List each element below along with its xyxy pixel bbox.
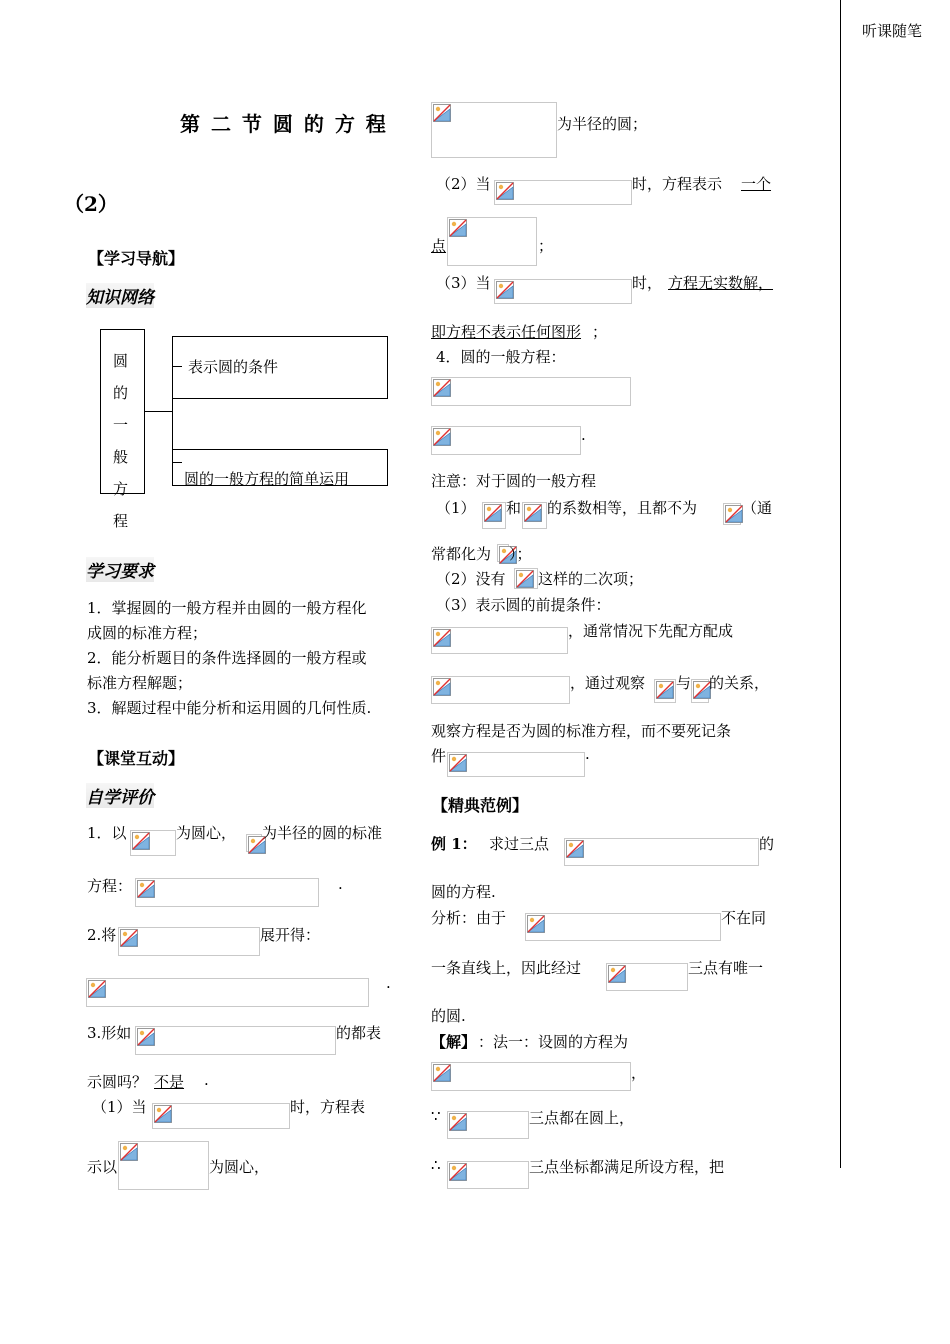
formula-image	[152, 1103, 290, 1129]
text: ；	[592, 323, 608, 341]
broken-image-icon	[132, 832, 150, 850]
answer-text: 方程无实数解，	[668, 274, 774, 292]
diagram-root-char: 圆	[113, 352, 129, 370]
text: 方程：	[87, 877, 133, 895]
text: 时，	[632, 274, 663, 292]
broken-image-icon	[120, 1143, 138, 1161]
text: 件	[431, 747, 447, 765]
formula-image	[246, 834, 262, 852]
req-line: 2．能分析题目的条件选择圆的一般方程或	[87, 649, 367, 667]
text: ；	[538, 237, 554, 255]
formula-image	[130, 830, 176, 856]
answer-text: 一个	[741, 175, 772, 193]
req-line: 3．解题过程中能分析和运用圆的几何性质.	[87, 699, 372, 717]
formula-image	[135, 878, 319, 907]
text: 一条直线上，因此经过	[431, 959, 582, 977]
answer-text: 不是	[154, 1073, 185, 1091]
formula-image	[118, 1141, 209, 1190]
formula-image	[514, 568, 538, 589]
text: 不在同	[721, 909, 767, 927]
solution-label: 【解】	[431, 1033, 477, 1051]
diagram-root-char: 的	[113, 384, 129, 402]
text: 的	[759, 835, 775, 853]
broken-image-icon	[433, 678, 451, 696]
text: ，	[631, 1064, 647, 1082]
broken-image-icon	[484, 504, 502, 522]
text: 求过三点	[489, 835, 550, 853]
text: ，通过观察	[570, 674, 646, 692]
example-label: 例 1：	[431, 835, 477, 853]
formula-image	[447, 752, 585, 777]
text: 圆的方程.	[431, 883, 496, 901]
text: （1）当	[92, 1098, 147, 1116]
formula-image	[494, 279, 632, 304]
text: （1）	[436, 499, 476, 517]
broken-image-icon	[88, 980, 106, 998]
broken-image-icon	[656, 681, 674, 699]
formula-image	[86, 978, 369, 1007]
broken-image-icon	[496, 182, 514, 200]
broken-image-icon	[449, 1113, 467, 1131]
text: 这样的二次项；	[538, 570, 644, 588]
formula-image	[431, 627, 568, 654]
broken-image-icon	[566, 840, 584, 858]
therefore-symbol: ∴	[431, 1156, 441, 1174]
text: .	[581, 426, 586, 444]
broken-image-icon	[516, 570, 534, 588]
text: 的圆.	[431, 1007, 466, 1025]
text: 为半径的圆；	[557, 115, 648, 133]
text: 为圆心，	[209, 1158, 270, 1176]
formula-image	[482, 502, 506, 529]
formula-image	[431, 102, 557, 158]
text: （2）没有	[436, 570, 506, 588]
text: 与	[676, 674, 692, 692]
formula-image	[431, 426, 581, 455]
text: （通	[742, 499, 773, 517]
text: 三点有唯一	[688, 959, 764, 977]
text: 为圆心，	[176, 824, 237, 842]
diagram-root-char: 般	[113, 448, 129, 466]
broken-image-icon	[154, 1105, 172, 1123]
formula-image	[497, 544, 509, 562]
broken-image-icon	[137, 1028, 155, 1046]
text: ）；	[509, 545, 532, 563]
diagram-root-char: 一	[113, 416, 129, 434]
formula-image	[431, 377, 631, 406]
formula-image	[525, 913, 721, 941]
because-symbol: ∵	[431, 1107, 441, 1125]
diagram-root-char: 程	[113, 512, 129, 530]
broken-image-icon	[433, 629, 451, 647]
text: 三点都在圆上，	[529, 1109, 635, 1127]
text: （3）当	[436, 274, 491, 292]
text: 示圆吗？	[87, 1073, 148, 1091]
text: 4．圆的一般方程：	[436, 348, 566, 366]
class-interaction-heading: 【课堂互动】	[88, 749, 185, 768]
formula-image	[447, 1161, 529, 1189]
examples-heading: 【精典范例】	[432, 796, 529, 815]
formula-image	[431, 1062, 631, 1091]
text: .	[338, 875, 343, 893]
text: 2.将	[87, 926, 117, 944]
formula-image	[691, 679, 709, 703]
formula-image	[654, 679, 676, 703]
formula-image	[447, 1111, 529, 1139]
text: （2）当	[436, 175, 491, 193]
broken-image-icon	[137, 880, 155, 898]
text: ：法一：设圆的方程为	[478, 1033, 629, 1051]
text: 分析：由于	[431, 909, 507, 927]
knowledge-net-heading: 知识网络	[86, 283, 154, 308]
formula-image	[564, 838, 759, 866]
text: （3）表示圆的前提条件：	[436, 596, 611, 614]
broken-image-icon	[524, 504, 542, 522]
broken-image-icon	[496, 281, 514, 299]
req-line: 标准方程解题；	[87, 674, 193, 692]
text: 时，方程表	[290, 1098, 366, 1116]
page-title: 第 二 节 圆 的 方 程	[180, 112, 388, 136]
text: 示以	[87, 1158, 118, 1176]
text: 常都化为	[431, 545, 492, 563]
text: 为半径的圆的标准	[262, 824, 383, 842]
broken-image-icon	[433, 428, 451, 446]
req-line: 1．掌握圆的一般方程并由圆的一般方程化	[87, 599, 367, 617]
formula-image	[522, 502, 547, 529]
formula-image	[118, 927, 260, 956]
text: 注意：对于圆的一般方程	[431, 472, 597, 490]
text: 3.形如	[87, 1024, 132, 1042]
broken-image-icon	[449, 219, 467, 237]
self-eval-heading: 自学评价	[86, 783, 154, 808]
answer-text: 点	[431, 237, 447, 255]
text: .	[204, 1071, 209, 1089]
text: 时，方程表示	[632, 175, 723, 193]
requirements-heading: 学习要求	[86, 557, 154, 582]
formula-image	[431, 676, 570, 704]
broken-image-icon	[449, 1163, 467, 1181]
broken-image-icon	[527, 915, 545, 933]
broken-image-icon	[725, 505, 743, 523]
broken-image-icon	[433, 379, 451, 397]
text: 的都表	[336, 1024, 382, 1042]
diagram-branch-1: 表示圆的条件	[188, 358, 279, 376]
text: 三点坐标都满足所设方程，把	[529, 1158, 725, 1176]
text: 和	[506, 499, 522, 517]
part-label: （2）	[64, 192, 118, 216]
margin-divider	[840, 0, 841, 1168]
text: 展开得：	[260, 926, 321, 944]
diagram-branch-2: 圆的一般方程的简单运用	[184, 470, 350, 488]
text: .	[585, 745, 590, 763]
text: 观察方程是否为圆的标准方程，而不要死记条	[431, 722, 732, 740]
formula-image	[723, 503, 741, 525]
formula-image	[606, 963, 688, 991]
broken-image-icon	[433, 1064, 451, 1082]
text: .	[386, 974, 391, 992]
text: 的关系，	[709, 674, 770, 692]
broken-image-icon	[449, 754, 467, 772]
formula-image	[135, 1026, 336, 1055]
diagram-connector	[145, 411, 172, 412]
answer-text: 即方程不表示任何图形	[431, 323, 582, 341]
diagram-root-char: 方	[113, 480, 129, 498]
text: 的系数相等，且都不为	[547, 499, 698, 517]
broken-image-icon	[433, 104, 451, 122]
broken-image-icon	[120, 929, 138, 947]
side-note: 听课随笔	[862, 22, 923, 40]
text: ，通常情况下先配方配成	[568, 622, 734, 640]
text: 1．以	[87, 824, 127, 842]
section-nav: 【学习导航】	[88, 249, 185, 268]
broken-image-icon	[608, 965, 626, 983]
formula-image	[494, 180, 632, 205]
req-line: 成圆的标准方程；	[87, 624, 208, 642]
formula-image	[447, 217, 537, 266]
